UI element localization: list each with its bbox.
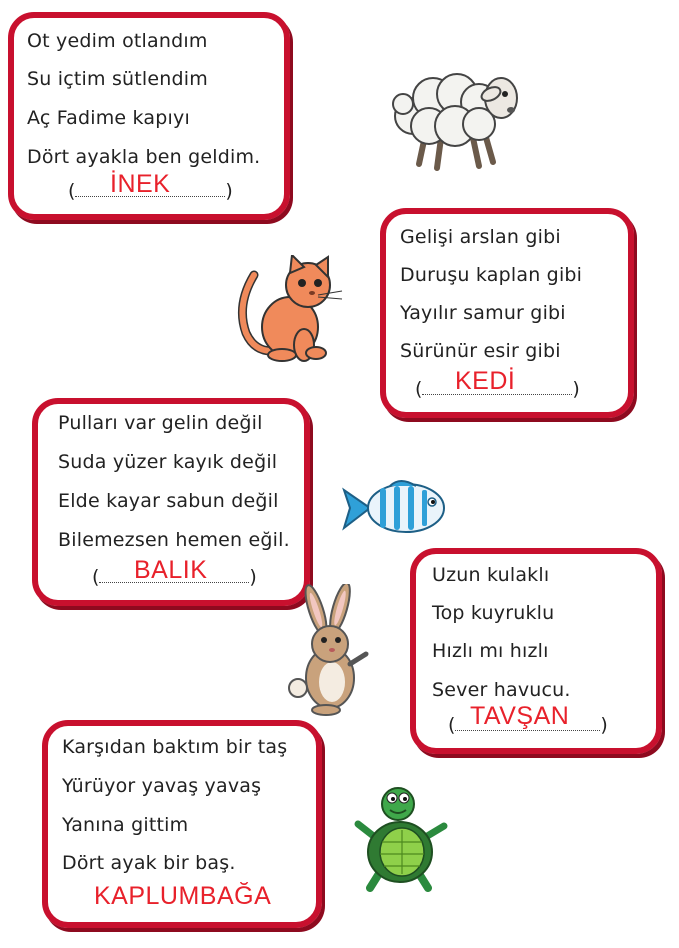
open-paren: ( [92,566,100,588]
riddle-5-line-3: Yanına gittim [62,814,189,836]
riddle-2-line-4: Sürünür esir gibi [400,340,561,362]
riddle-1-line-1: Ot yedim otlandım [27,30,208,52]
cat-icon [232,255,352,367]
riddle-3-answer: BALIK [134,556,208,584]
riddle-2-line-2: Duruşu kaplan gibi [400,264,583,286]
riddle-4-line-1: Uzun kulaklı [432,564,550,586]
riddle-2-line-1: Gelişi arslan gibi [400,226,561,248]
riddle-1-line-3: Aç Fadime kapıyı [27,107,190,129]
close-paren: ) [600,714,608,736]
riddle-4-line-4: Sever havucu. [432,679,571,701]
riddle-1-answer: İNEK [110,170,171,198]
riddle-3-line-1: Pulları var gelin değil [58,412,263,434]
turtle-icon [350,780,450,892]
open-paren: ( [68,180,76,202]
sheep-icon [385,68,525,174]
close-paren: ) [249,566,257,588]
open-paren: ( [415,378,423,400]
riddle-5-line-2: Yürüyor yavaş yavaş [62,775,262,797]
riddle-2-answer: KEDİ [455,367,516,395]
riddle-1-line-4: Dört ayakla ben geldim. [27,146,261,168]
riddle-5-answer: KAPLUMBAĞA [94,882,272,910]
rabbit-icon [286,584,370,716]
riddle-4-answer: TAVŞAN [470,702,570,730]
riddle-3-line-4: Bilemezsen hemen eğil. [58,529,290,551]
riddle-5-line-4: Dört ayak bir baş. [62,852,236,874]
riddle-3-line-2: Suda yüzer kayık değil [58,451,278,473]
fish-icon [340,478,452,540]
riddle-4-line-3: Hızlı mı hızlı [432,640,549,662]
close-paren: ) [225,180,233,202]
riddle-5-line-1: Karşıdan baktım bir taş [62,736,288,758]
riddle-3-line-3: Elde kayar sabun değil [58,490,279,512]
riddle-4-line-2: Top kuyruklu [432,602,555,624]
riddle-1-line-2: Su içtim sütlendim [27,68,208,90]
open-paren: ( [448,714,456,736]
riddle-2-line-3: Yayılır samur gibi [400,302,566,324]
close-paren: ) [572,378,580,400]
